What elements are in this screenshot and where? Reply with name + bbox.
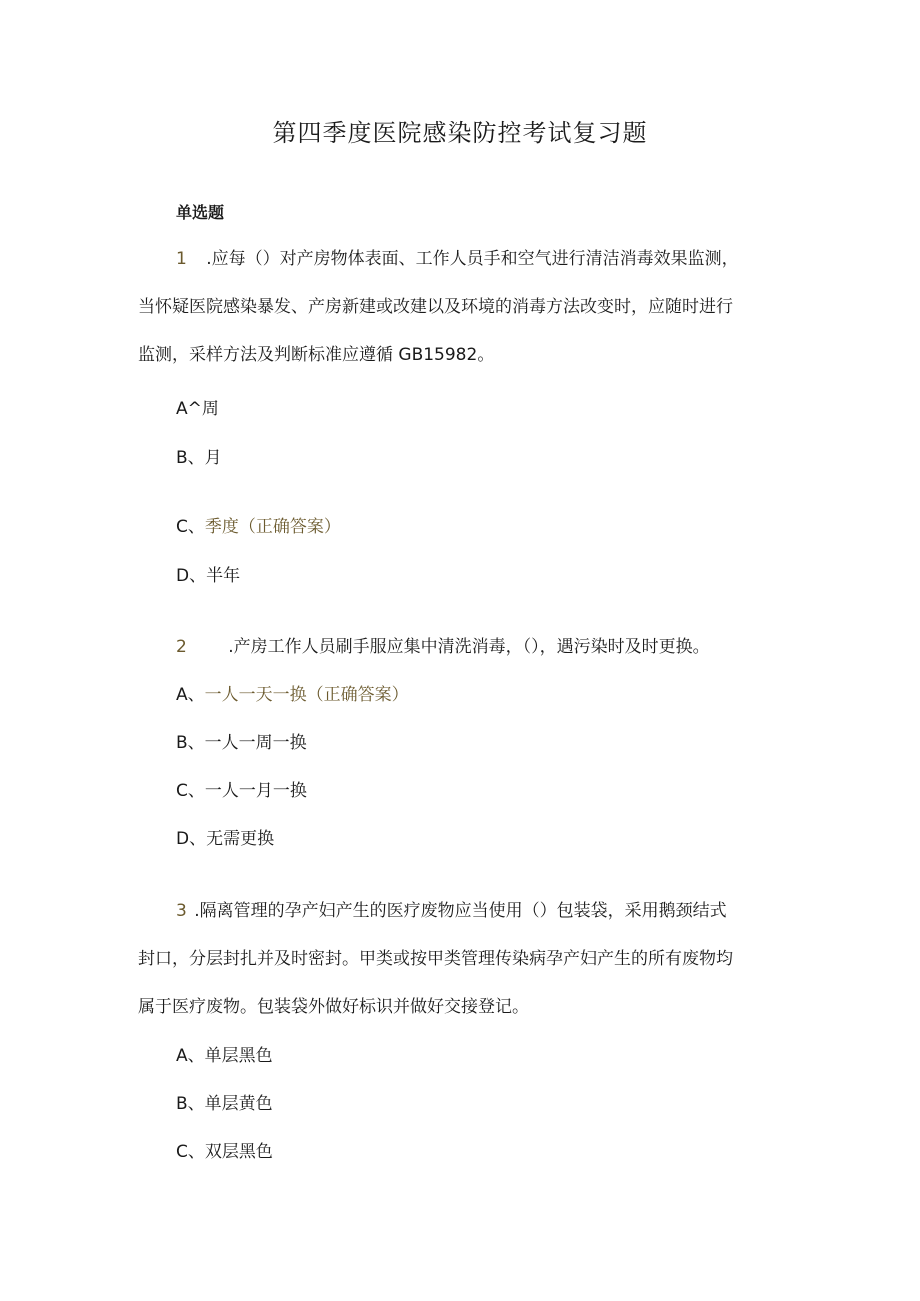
option-prefix: D、 (176, 566, 207, 586)
option-a (176, 1041, 273, 1066)
question-1-line-3: 监测，采样方法及判断标准应遵循 GB15982。 (138, 345, 495, 365)
option-prefix: A、 (176, 1046, 205, 1066)
question-number: 2 (176, 637, 187, 657)
question-3-line-1 (176, 896, 727, 921)
option-text: 无需更换 (206, 829, 275, 849)
option-c (176, 776, 307, 801)
option-prefix: B、 (176, 448, 205, 468)
question-3-line-3: 属于医疗废物。包装袋外做好标识并做好交接登记。 (138, 997, 529, 1017)
option-b (176, 728, 307, 753)
option-prefix: C、 (176, 1142, 205, 1162)
option-prefix: D、 (176, 829, 207, 849)
option-text: 半年 (206, 566, 241, 586)
question-text: .隔离管理的孕产妇产生的医疗废物应当使用（）包装袋，采用鹅颈结式 (194, 901, 727, 921)
option-prefix: C、 (176, 781, 205, 801)
question-text: .产房工作人员刷手服应集中清洗消毒，（），遇污染时及时更换。 (228, 637, 710, 657)
option-text-correct: 季度（正确答案） (204, 517, 341, 537)
question-3-line-2: 封口，分层封扎并及时密封。甲类或按甲类管理传染病孕产妇产生的所有废物均 (138, 949, 733, 969)
question-2-line-1 (176, 632, 710, 657)
option-prefix: A^ (176, 399, 202, 419)
question-number: 1 (176, 249, 187, 269)
option-prefix: B、 (176, 1094, 205, 1114)
option-d (176, 561, 240, 586)
option-b (176, 1089, 273, 1114)
option-text: 一人一周一换 (204, 733, 307, 753)
question-text: .应每（）对产房物体表面、工作人员手和空气进行清洁消毒效果监测， (206, 249, 739, 269)
option-prefix: C、 (176, 517, 205, 537)
question-1-line-2: 当怀疑医院感染暴发、产房新建或改建以及环境的消毒方法改变时，应随时进行 (138, 297, 733, 317)
question-1-line-1 (176, 244, 739, 269)
option-c (176, 1137, 273, 1162)
option-text: 单层黄色 (204, 1094, 273, 1114)
option-prefix: B、 (176, 733, 205, 753)
option-b (176, 443, 222, 468)
question-number: 3 (176, 901, 187, 921)
option-text: 月 (204, 448, 222, 468)
option-text: 周 (201, 399, 219, 419)
option-d (176, 824, 274, 849)
option-c (176, 512, 341, 537)
section-heading: 单选题 (176, 203, 225, 222)
option-a (176, 680, 409, 705)
option-a (176, 394, 219, 419)
option-text: 双层黑色 (204, 1142, 273, 1162)
option-text: 一人一月一换 (204, 781, 307, 801)
option-prefix: A、 (176, 685, 205, 705)
document-title: 第四季度医院感染防控考试复习题 (272, 119, 648, 147)
option-text: 单层黑色 (204, 1046, 273, 1066)
option-text-correct: 一人一天一换（正确答案） (204, 685, 409, 705)
